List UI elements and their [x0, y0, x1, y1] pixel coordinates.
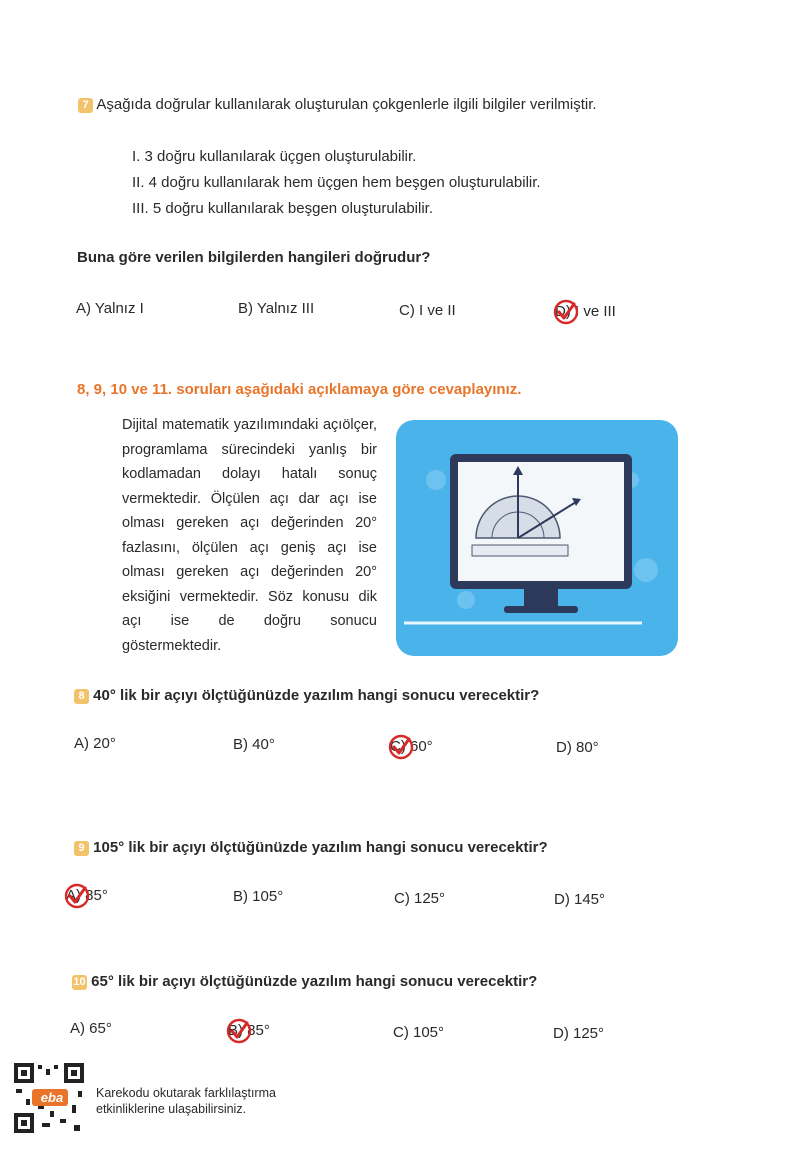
check-mark-icon: [388, 734, 414, 760]
question-8-stem: [74, 687, 539, 704]
q9-option-d[interactable]: D) 145°: [554, 891, 606, 908]
qr-caption-line-1: Karekodu okutarak farklılaştırma: [96, 1086, 276, 1100]
question-7-text: Aşağıda doğrular kullanılarak oluşturulan çokgenlerle ilgili bilgiler verilmiştir.: [96, 96, 597, 113]
monitor-icon: [396, 420, 678, 656]
q8-option-a[interactable]: A) 20°: [74, 735, 116, 752]
q10-option-d[interactable]: D) 125°: [553, 1025, 605, 1042]
section-paragraph: Dijital matematik yazılımındaki açıölçer, programlama sürecindeki yanlış bir kodlamadan dolayı hatalı sonuç vermektedir. Ölçülen açı dar açı ise olması gereken açı değerinden 20° fazlasını, ölçülen açı geniş açı ise olması gereken açı değerinden 20° eksiğini vermektedir. Söz konusu dik açı ise de doğru sonucu göstermektedir.: [122, 417, 377, 654]
statement-2: II. 4 doğru kullanılarak hem üçgen hem beşgen oluşturulabilir.: [132, 174, 541, 191]
q7-option-c[interactable]: C) I ve II: [399, 302, 456, 319]
q9-option-a-label: A) 85°: [66, 887, 108, 904]
question-10-stem: [72, 973, 537, 990]
q7-option-d-label: D) I ve III: [555, 303, 616, 320]
q9-option-b[interactable]: B) 105°: [233, 888, 284, 905]
q9-option-c[interactable]: C) 125°: [394, 890, 446, 907]
question-8-text: 40° lik bir açıyı ölçtüğünüzde yazılım hangi sonucu verecektir?: [93, 687, 540, 704]
q8-option-c-label: C) 60°: [390, 738, 433, 755]
q7-option-d[interactable]: [555, 303, 616, 320]
question-number-badge: 9: [74, 841, 89, 856]
q10-option-b-label: B) 85°: [228, 1022, 270, 1039]
qr-caption-line-2: etkinliklerine ulaşabilirsiniz.: [96, 1102, 247, 1116]
check-mark-icon: [64, 883, 90, 909]
q10-option-c[interactable]: C) 105°: [393, 1024, 445, 1041]
q7-option-a[interactable]: A) Yalnız I: [76, 300, 144, 317]
eba-logo: eba: [40, 1090, 64, 1105]
section-header: 8, 9, 10 ve 11. soruları aşağıdaki açıklamaya göre cevaplayınız.: [77, 381, 522, 398]
question-9-text: 105° lik bir açıyı ölçtüğünüzde yazılım hangi sonucu verecektir?: [93, 839, 548, 856]
q10-option-a[interactable]: A) 65°: [70, 1020, 112, 1037]
question-10-text: 65° lik bir açıyı ölçtüğünüzde yazılım hangi sonucu verecektir?: [91, 973, 538, 990]
q7-option-b[interactable]: B) Yalnız III: [238, 300, 315, 317]
protractor-illustration: [396, 420, 678, 656]
question-number-badge: 10: [73, 975, 86, 988]
q9-option-a[interactable]: [66, 887, 108, 904]
q8-option-c[interactable]: [390, 738, 433, 755]
statement-1: I. 3 doğru kullanılarak üçgen oluşturulabilir.: [132, 148, 417, 165]
q8-option-b[interactable]: B) 40°: [233, 736, 275, 753]
question-number-badge: 8: [74, 689, 89, 704]
q8-option-d[interactable]: D) 80°: [556, 739, 599, 756]
check-mark-icon: [226, 1018, 252, 1044]
check-mark-icon: [553, 299, 579, 325]
question-7-prompt: Buna göre verilen bilgilerden hangileri doğrudur?: [77, 249, 431, 266]
question-9-stem: [74, 839, 548, 856]
statement-3: III. 5 doğru kullanılarak beşgen oluşturulabilir.: [132, 200, 434, 217]
q10-option-b[interactable]: [228, 1022, 270, 1039]
question-number-badge: 7: [78, 98, 93, 113]
qr-caption: [96, 1085, 276, 1117]
question-7-stem: [78, 96, 597, 113]
qr-code[interactable]: [12, 1061, 86, 1135]
